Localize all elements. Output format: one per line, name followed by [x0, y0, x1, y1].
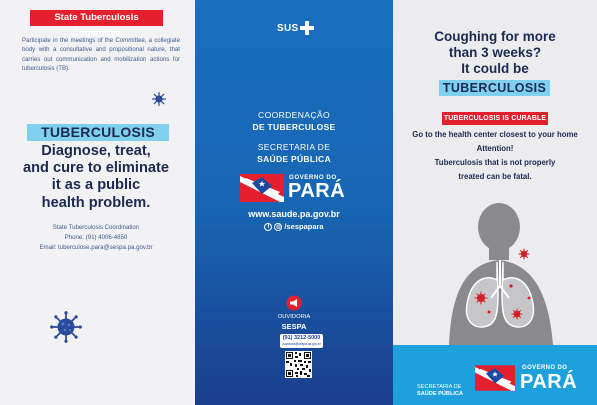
contact-phone: Phone: (91) 4006-4850 [64, 233, 128, 241]
footer-secretary [417, 384, 463, 398]
committee-description: Participate in the meetings of the Committee, a collegiate body with a consultative and propositional nature, that carries out communication and mobilization actions for tuberculosis (TB). [22, 37, 180, 73]
qr-code[interactable] [285, 351, 312, 378]
tuberculosis-label: TUBERCULOSIS [27, 124, 169, 141]
sus-logo-text: SUS [277, 22, 299, 34]
facebook-icon: f [264, 223, 272, 231]
right-footer [393, 345, 597, 405]
footer-gov-big: PARÁ [520, 371, 578, 393]
ouvidoria-email: ouvidoria@sespa.pa.gov.br [282, 342, 321, 346]
right-body-text [393, 128, 597, 184]
contact-name: State Tuberculosis Coordination [52, 224, 140, 231]
website-url[interactable]: www.saude.pa.gov.br [248, 209, 340, 219]
body-line: treated can be fatal. [458, 172, 532, 181]
title-line: Coughing for more [434, 29, 556, 44]
heading-line: it as a public [51, 177, 141, 194]
contact-block [20, 223, 172, 252]
virus-icon [50, 311, 82, 343]
committee-banner: State Tuberculosis Committee [30, 10, 163, 26]
body-line: Go to the health center closest to your home [412, 130, 578, 139]
footer-sec-line2: SAÚDE PÚBLICA [417, 391, 463, 397]
ouvidoria-label: OUVIDORIA [277, 314, 311, 320]
title-line: than 3 weeks? [448, 45, 542, 60]
governo-do-para-logo [240, 173, 352, 201]
para-flag-icon [240, 174, 284, 202]
right-title [393, 29, 597, 77]
secretary-line1: SECRETARIA DE [257, 142, 331, 152]
contact-email: Email: tuberculose.para@sespa.pa.gov.br [39, 243, 153, 251]
heading-line: health problem. [41, 194, 151, 211]
tuberculosis-label: TUBERCULOSIS [439, 80, 550, 96]
social-handle [195, 222, 393, 231]
footer-gov-small: GOVERNO DO [522, 365, 568, 371]
sus-logo [277, 20, 314, 36]
secretary-line2: SAÚDE PÚBLICA [257, 154, 331, 164]
virus-icon [152, 92, 166, 106]
center-panel [195, 0, 393, 405]
social-handle-text: /sespapara [284, 222, 324, 231]
instagram-icon: ◎ [276, 223, 281, 230]
body-line: Attention! [476, 144, 514, 153]
heading-line: Diagnose, treat, [41, 143, 151, 159]
sus-cross-icon [300, 21, 314, 35]
para-flag-icon [475, 365, 515, 391]
ouvidoria-phone: (91) 3212-5000 [282, 335, 321, 341]
coordination-line1: COORDENAÇÃO [258, 110, 330, 120]
left-panel [0, 0, 195, 405]
right-panel [393, 0, 597, 405]
gov-small-text: GOVERNO DO [289, 174, 337, 181]
body-line: Tuberculosis that is not properly [434, 158, 556, 167]
human-lungs-illustration [441, 202, 561, 345]
coordination-line2: DE TUBERCULOSE [252, 122, 336, 132]
megaphone-icon [286, 295, 302, 311]
left-heading [10, 143, 182, 212]
title-line: It could be [461, 61, 529, 76]
gov-big-text: PARÁ [288, 180, 346, 202]
heading-line: and cure to eliminate [23, 160, 169, 177]
footer-sec-line1: SECRETARIA DE [417, 384, 462, 390]
ouvidoria-name: SESPA [281, 322, 307, 331]
ouvidoria-phone-box [280, 334, 323, 348]
curable-banner: TUBERCULOSIS IS CURABLE [442, 112, 548, 125]
